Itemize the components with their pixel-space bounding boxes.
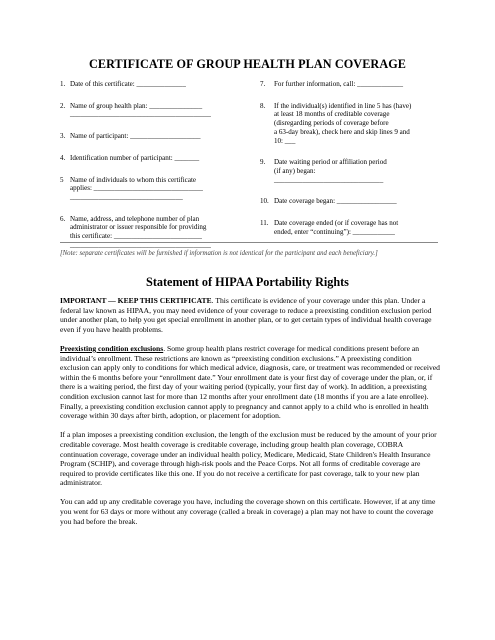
field-blank-line: ________________________________________ <box>70 110 211 119</box>
field-label: (if any) began: <box>274 166 316 175</box>
field-individuals <box>60 176 230 202</box>
field-number: 11. <box>260 219 269 228</box>
paragraph-preexisting <box>60 344 441 421</box>
field-label: a 63-day break), check here and skip lines 9 and <box>274 127 410 136</box>
field-number: 4. <box>60 153 66 162</box>
field-blank-line: ________________________________ <box>70 192 183 201</box>
field-label: Date of this certificate: ______________ <box>70 80 186 88</box>
field-number: 3. <box>60 132 66 141</box>
field-label: If the individual(s) identified in line 5 has (have) <box>274 101 412 110</box>
paragraph-text: . This certificate is evidence of your coverage under this plan. Under a federal law known as HIPAA, you may need evidence of your coverage to reduce a preexisting condition exclusion period under another plan, to help you get special enrollment in another plan, or to get certain types of individual health coverage even if you have health problems. <box>60 296 432 334</box>
field-number: 8. <box>260 101 266 110</box>
section-heading: Statement of HIPAA Portability Rights <box>146 275 349 289</box>
field-label: this certificate: _________________________ <box>70 232 202 241</box>
field-participant-name <box>60 132 230 141</box>
field-label: Date coverage began: _________________ <box>274 197 397 206</box>
field-label: Name of individuals to whom this certificate <box>70 175 197 184</box>
field-label: ended, enter “continuing”): ____________ <box>274 227 395 236</box>
field-information-phone <box>260 80 445 89</box>
field-label: (disregarding periods of coverage before <box>274 119 389 128</box>
field-administrator <box>60 215 230 250</box>
field-creditable-coverage <box>260 102 445 146</box>
section-divider <box>60 242 438 243</box>
field-blank-line: _______________________________ <box>274 175 384 184</box>
field-number: 5 <box>60 175 64 184</box>
field-label: at least 18 months of creditable coverage <box>274 110 390 119</box>
beneficiary-note: [Note: separate certificates will be furnished if information is not identical for the participant and each beneficiary.] <box>60 250 378 257</box>
field-label: administrator or issuer responsible for providing <box>70 223 207 232</box>
left-field-column <box>60 80 230 249</box>
field-plan-name <box>60 102 230 119</box>
field-label: Date coverage ended (or if coverage has not <box>274 219 399 228</box>
statement-body <box>60 296 441 536</box>
field-number: 1. <box>60 80 66 88</box>
important-label: IMPORTANT — KEEP THIS CERTIFICATE <box>60 296 212 305</box>
paragraph-break-in-coverage: You can add up any creditable coverage you have, including the coverage shown on this certificate. However, if at any time you went for 63 days or more without any coverage (called a break in coverage) a plan may not have to count the coverage you had before the break. <box>60 497 436 526</box>
field-coverage-ended <box>260 219 445 236</box>
field-label: Name of group health plan: _______________ <box>70 101 203 110</box>
field-label: applies: _______________________________ <box>70 184 203 193</box>
field-number: 2. <box>60 101 66 110</box>
field-waiting-period <box>260 158 445 184</box>
paragraph-important <box>60 296 441 334</box>
field-label: 10: ___ <box>274 136 296 145</box>
field-number: 7. <box>260 80 266 88</box>
field-number: 6. <box>60 214 66 223</box>
paragraph-creditable: If a plan imposes a preexisting condition exclusion, the length of the exclusion must be reduced by the amount of your prior creditable coverage. Most health coverage is creditable coverage, including group health plan coverage, COBRA continuation coverage, coverage under an individual health policy, Medicare, Medicaid, State Children's Health Insurance Program (SCHIP), and coverage through high-risk pools and the Peace Corps. Not all forms of creditable coverage are required to provide certificates like this one. If you do not receive a certificate for past coverage, talk to your new plan administrator. <box>60 430 437 488</box>
field-certificate-date <box>60 80 230 89</box>
paragraph-text: . Some group health plans restrict coverage for medical conditions present before an individual’s enrollment. These restrictions are known as “preexisting condition exclusions.” A preexisting condition exclusion can apply only to conditions for which medical advice, diagnosis, care, or treatment was recommended or received within the 6 months before your “enrollment date.” Your enrollment date is your first day of coverage under the plan, or, if there is a waiting period, the first day of your waiting period (typically, your first day of work). In addition, a preexisting condition exclusion cannot last for more than 12 months after your enrollment date (18 months if you are a late enrollee). Finally, a preexisting condition exclusion cannot apply to pregnancy and cannot apply to a child who is enrolled in health coverage within 30 days after birth, adoption, or placement for adoption. <box>60 343 440 421</box>
field-number: 9. <box>260 158 266 167</box>
certificate-title: CERTIFICATE OF GROUP HEALTH PLAN COVERAGE <box>88 57 407 71</box>
preexisting-heading: Preexisting condition exclusions <box>60 343 164 353</box>
field-coverage-began <box>260 197 445 206</box>
field-label: Date waiting period or affiliation period <box>274 158 387 167</box>
field-number: 10. <box>260 197 269 206</box>
right-field-column <box>260 80 445 236</box>
field-participant-id <box>60 154 230 163</box>
field-label: For further information, call: _____________ <box>274 80 403 88</box>
field-blank-line: ________________________________________ <box>70 240 211 249</box>
field-label: Name, address, and telephone number of plan <box>70 214 200 223</box>
field-label: Name of participant: ____________________ <box>70 132 201 141</box>
field-label: Identification number of participant: _______ <box>70 153 200 162</box>
